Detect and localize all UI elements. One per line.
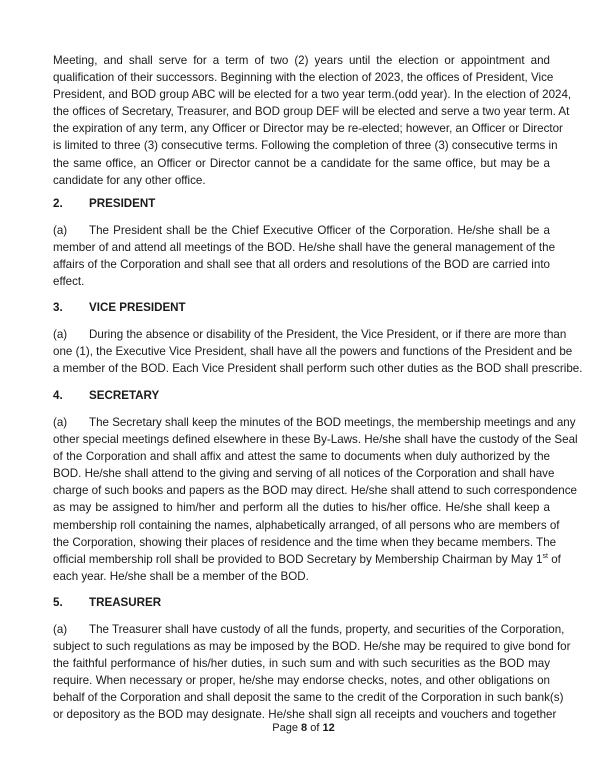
text-line: subject to such regulations as may be imposed by the BOD. He/she may be required to give bond for	[53, 640, 571, 654]
text-line: member of and attend all meetings of the BOD. He/she shall have the general management of the	[53, 241, 556, 255]
text-line: BOD. He/she shall attend to the giving and serving of all notices of the Corporation and shall have	[53, 467, 555, 481]
text-line: Meeting, and shall serve for a term of two (2) years until the election or appointment and	[53, 54, 550, 67]
text-line: qualification of their successors. Beginning with the election of 2023, the offices of President, Vice	[53, 71, 554, 85]
section-number: 3.	[53, 301, 63, 314]
text-line: the Corporation, showing their places of residence and the time when they became members. The	[53, 535, 557, 549]
text-line: effect.	[53, 275, 85, 289]
superscript: st	[542, 552, 548, 560]
section-title: VICE PRESIDENT	[89, 301, 186, 314]
text-line: charge of such books and papers as the BOD may direct. He/she shall attend to such correspondence	[53, 484, 577, 498]
subsection-label: (a)	[53, 623, 68, 636]
subsection-label: (a)	[53, 224, 68, 237]
text-line: The President shall be the Chief Executive Officer of the Corporation. He/she shall be a	[89, 224, 550, 237]
text-line: membership roll containing the names, alphabetically arranged, of all persons who are members of	[53, 518, 560, 532]
page-footer	[0, 720, 607, 737]
text-line: the faithful performance of his/her duties, in such sum and with such securities as the BOD may	[53, 657, 550, 671]
section-heading-president	[53, 195, 155, 212]
text-line: President, and BOD group ABC will be elected for a two year term.(odd year). In the election of 2024,	[53, 88, 572, 102]
text-line: The Treasurer shall have custody of all the funds, property, and securities of the Corporation,	[89, 623, 565, 636]
text-line: affairs of the Corporation and shall see that all orders and resolutions of the BOD are carried into	[53, 258, 550, 272]
section-heading-vice-president	[53, 299, 186, 316]
page-number: 8	[301, 722, 308, 734]
text-line: one (1), the Executive Vice President, shall have all the powers and functions of the President and be	[53, 345, 573, 359]
page-label: Page	[272, 722, 298, 734]
section-title: TREASURER	[89, 596, 162, 609]
text-line: is limited to three (3) consecutive terms. Following the completion of three (3) consecutive terms in	[53, 139, 558, 153]
section-number: 5.	[53, 596, 63, 609]
text-line: require. When necessary or proper, he/she may endorse checks, notes, and other obligations on	[53, 674, 550, 688]
treasurer-paragraph	[53, 621, 571, 724]
subsection-label: (a)	[53, 416, 68, 429]
section-number: 4.	[53, 389, 63, 402]
section-title: PRESIDENT	[89, 197, 156, 210]
section-heading-treasurer	[53, 594, 161, 611]
secretary-paragraph	[53, 414, 578, 585]
text-line: the expiration of any term, any Officer or Director may be re-elected; however, an Officer or Director	[53, 122, 563, 136]
section-title: SECRETARY	[89, 389, 160, 402]
text-line: official membership roll shall be provided to BOD Secretary by Membership Chairman by May 1	[53, 552, 543, 566]
of-label: of	[310, 722, 320, 734]
intro-paragraph	[53, 52, 572, 189]
text-line: the same office, an Officer or Director cannot be a candidate for the same office, but may be a	[53, 156, 550, 170]
text-line: candidate for any other office.	[53, 173, 206, 187]
text-line: of the Corporation and shall affix and attest the same to documents when duly authorized by the	[53, 450, 550, 464]
vice-president-paragraph	[53, 326, 583, 377]
text-line: a member of the BOD. Each Vice President shall perform such other duties as the BOD shall prescribe.	[53, 362, 583, 376]
section-heading-secretary	[53, 387, 159, 404]
section-number: 2.	[53, 197, 63, 210]
text-fragment: of	[547, 552, 561, 566]
text-line: behalf of the Corporation and shall deposit the same to the credit of the Corporation in such bank(s)	[53, 691, 564, 705]
text-line: During the absence or disability of the President, the Vice President, or if there are more than	[89, 328, 567, 341]
president-paragraph	[53, 222, 556, 290]
text-line: as may be assigned to him/her and perform all the duties to his/her office. He/she shall keep a	[53, 501, 550, 515]
text-line: the offices of Secretary, Treasurer, and BOD group DEF will be elected and serve a two year term. At	[53, 105, 570, 119]
text-line: The Secretary shall keep the minutes of the BOD meetings, the membership meetings and any	[89, 416, 576, 429]
text-line: or depository as the BOD may designate. He/she shall sign all receipts and vouchers and together	[53, 708, 557, 722]
page-total: 12	[322, 722, 335, 734]
text-line: other special meetings defined elsewhere in these By-Laws. He/she shall have the custody of the Seal	[53, 433, 578, 447]
text-line: each year. He/she shall be a member of the BOD.	[53, 569, 309, 583]
subsection-label: (a)	[53, 328, 68, 341]
